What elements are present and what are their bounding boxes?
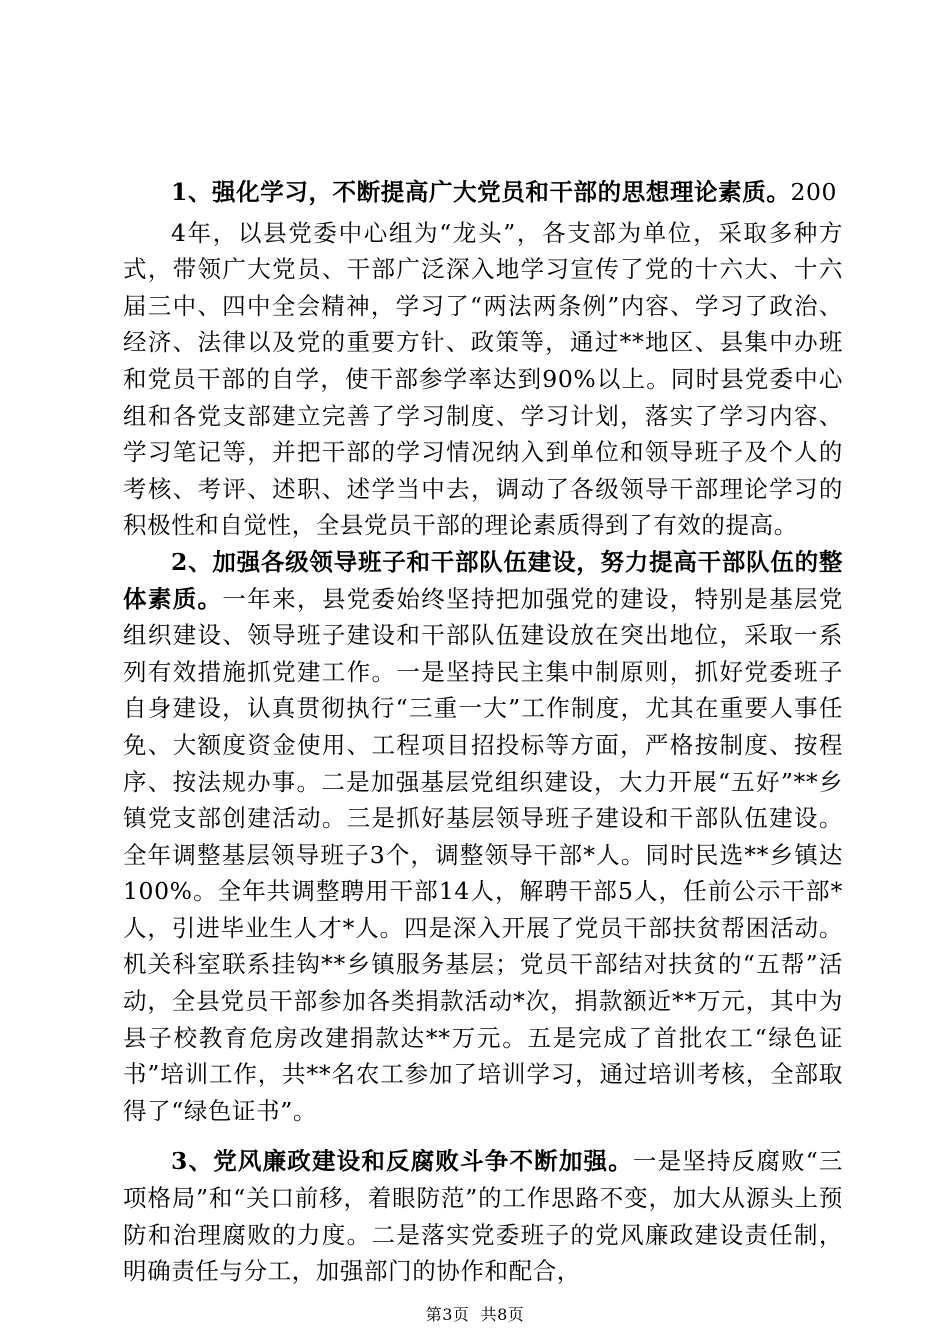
document-body bbox=[123, 174, 843, 1290]
page-number: 第3页 bbox=[425, 1305, 470, 1324]
paragraph-3 bbox=[123, 1143, 843, 1289]
paragraph-1 bbox=[123, 174, 843, 211]
paragraph-2-body: 一年来，县党委始终坚持把加强党的建设，特别是基层党组织建设、领导班子建设和干部队伍建设放在突出地位，采取一系列有效措施抓党建工作。一是坚持民主集中制原则，抓好党委班子自身建设，认真贯彻执行“三重一大”工作制度，尤其在重要人事任免、大额度资金使用、工程项目招投标等方面，严格按制度、按程序、按法规办事。二是加强基层党组织建设，大力开展“五好”**乡镇党支部创建活动。三是抓好基层领导班子建设和干部队伍建设。全年调整基层领导班子3个，调整领导干部*人。同时民选**乡镇达100%。全年共调整聘用干部14人，解聘干部5人，任前公示干部*人，引进毕业生人才*人。四是深入开展了党员干部扶贫帮困活动。机关科室联系挂钩**乡镇服务基层；党员干部结对扶贫的“五帮”活动，全县党员干部参加各类捐款活动*次，捐款额近**万元，其中为县子校教育危房改建捐款达**万元。五是完成了首批农工“绿色证书”培训工作，共**名农工参加了培训学习，通过培训考核，全部取得了“绿色证书”。 bbox=[123, 584, 844, 1125]
paragraph-1-continued bbox=[123, 215, 843, 544]
paragraph-1-body: 200 bbox=[790, 178, 838, 206]
page-total: 共8页 bbox=[480, 1305, 525, 1324]
paragraph-1-heading: 1、强化学习，不断提高广大党员和干部的思想理论素质。 bbox=[171, 178, 791, 206]
paragraph-1-continued-body: 4年，以县党委中心组为“龙头”，各支部为单位，采取多种方式，带领广大党员、干部广泛深入地学习宣传了党的十六大、十六届三中、四中全会精神，学习了“两法两条例”内容、学习了政治、经济、法律以及党的重要方针、政策等，通过**地区、县集中办班和党员干部的自学，使干部参学率达到90%以上。同时县党委中心组和各党支部建立完善了学习制度、学习计划，落实了学习内容、学习笔记等，并把干部的学习情况纳入到单位和领导班子及个人的考核、考评、述职、述学当中去，调动了各级领导干部理论学习的积极性和自觉性，全县党员干部的理论素质得到了有效的提高。 bbox=[123, 218, 843, 540]
paragraph-2-heading: 2、加强各级领导班子和干部队伍建设，努力提高干部队伍的整体素质。 bbox=[123, 547, 843, 613]
paragraph-3-body: 一是坚持反腐败“三项格局”和“关口前移，着眼防范”的工作思路不变，加大从源头上预防和治理腐败的力度。二是落实党委班子的党风廉政建设责任制，明确责任与分工，加强部门的协作和配合， bbox=[123, 1147, 843, 1286]
paragraph-3-heading: 3、党风廉政建设和反腐败斗争不断加强。 bbox=[171, 1147, 633, 1176]
page-footer bbox=[0, 1302, 950, 1325]
paragraph-2 bbox=[123, 544, 843, 1130]
